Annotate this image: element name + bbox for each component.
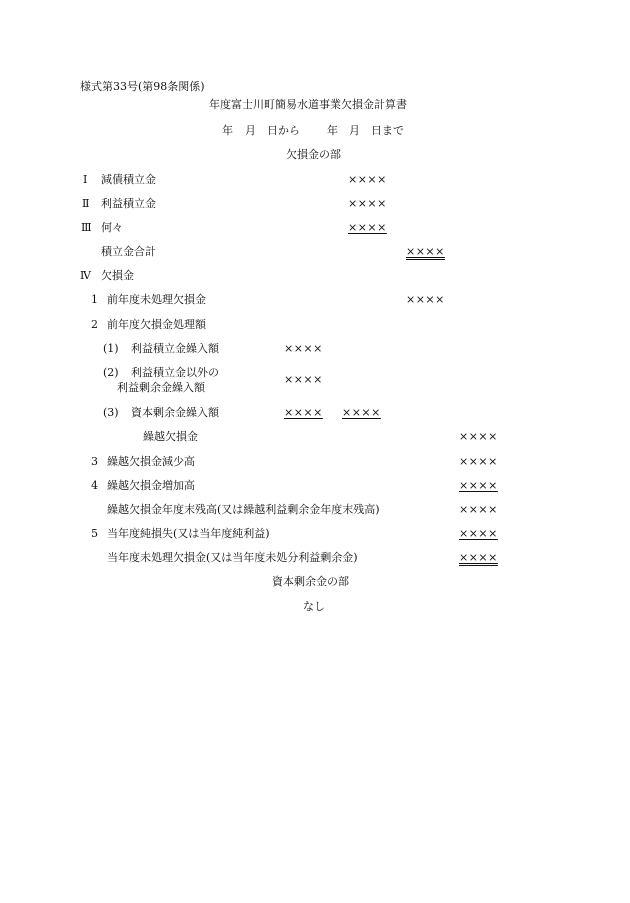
row-number-1: 1 <box>91 293 98 306</box>
period-year-end: 年 <box>327 124 338 137</box>
row-label-non-reserve-surplus-line2: 利益剰余金繰入額 <box>117 381 205 394</box>
row-numeral-3: Ⅲ <box>81 221 92 234</box>
row-number-5: 5 <box>91 527 98 540</box>
row-amount-carried-deficit: ×××× <box>459 430 498 443</box>
row-label-carried-deficit-increase: 繰越欠損金増加高 <box>107 479 195 492</box>
row-amount-other: ×××× <box>348 221 387 234</box>
row-number-2: 2 <box>91 318 98 331</box>
row-label-non-reserve-surplus-line1: 利益積立金以外の <box>131 366 219 379</box>
deficit-section-heading: 欠損金の部 <box>286 148 341 161</box>
period-day-to: 日まで <box>371 124 404 137</box>
row-amount-current-net-loss: ×××× <box>459 527 498 540</box>
row-label-reserve-total: 積立金合計 <box>101 245 156 258</box>
row-amount-reserve-total: ×××× <box>406 245 445 258</box>
row-amount-prior-unprocessed-deficit: ×××× <box>406 293 445 306</box>
row-label-capital-surplus-transfer: 資本剰余金繰入額 <box>131 406 219 419</box>
row-subnumber-3: (3) <box>103 406 119 419</box>
document-title: 年度富士川町簡易水道事業欠損金計算書 <box>209 98 407 111</box>
row-label-carried-deficit: 繰越欠損金 <box>143 430 198 443</box>
period-year-start: 年 <box>222 124 233 137</box>
period-month-end: 月 <box>349 124 360 137</box>
row-label-other: 何々 <box>101 221 123 234</box>
row-amount-profit-reserve-transfer: ×××× <box>284 342 323 355</box>
form-number: 様式第33号(第98条関係) <box>80 80 205 93</box>
row-number-4: 4 <box>91 479 98 492</box>
capital-surplus-heading: 資本剰余金の部 <box>272 575 349 588</box>
row-amount-capital-surplus-transfer: ×××× <box>284 406 323 419</box>
row-label-prior-deficit-processing: 前年度欠損金処理額 <box>107 318 206 331</box>
row-amount-non-reserve-surplus: ×××× <box>284 373 323 386</box>
row-numeral-2: Ⅱ <box>82 197 90 210</box>
row-label-reduction-reserve: 減債積立金 <box>101 173 156 186</box>
row-subnumber-2: (2) <box>103 366 119 379</box>
period-month-start: 月 <box>245 124 256 137</box>
row-label-current-net-loss: 当年度純損失(又は当年度純利益) <box>107 527 270 540</box>
row-label-current-unprocessed-deficit: 当年度未処理欠損金(又は当年度未処分利益剰余金) <box>107 551 358 564</box>
period-day-from: 日から <box>267 124 300 137</box>
row-amount-processing-subtotal: ×××× <box>342 406 381 419</box>
row-amount-reduction-reserve: ×××× <box>348 173 387 186</box>
row-label-deficit: 欠損金 <box>101 269 134 282</box>
row-amount-profit-reserve: ×××× <box>348 197 387 210</box>
row-amount-carried-deficit-increase: ×××× <box>459 479 498 492</box>
capital-surplus-content: なし <box>303 600 325 613</box>
row-amount-current-unprocessed-deficit: ×××× <box>459 551 498 564</box>
row-number-3: 3 <box>91 455 98 468</box>
row-label-carried-deficit-decrease: 繰越欠損金減少高 <box>107 455 195 468</box>
row-label-profit-reserve-transfer: 利益積立金繰入額 <box>131 342 219 355</box>
row-label-profit-reserve: 利益積立金 <box>101 197 156 210</box>
row-numeral-1: Ⅰ <box>83 173 88 186</box>
row-label-prior-unprocessed-deficit: 前年度未処理欠損金 <box>107 293 206 306</box>
row-amount-carried-deficit-decrease: ×××× <box>459 455 498 468</box>
row-label-year-end-balance: 繰越欠損金年度末残高(又は繰越利益剰余金年度末残高) <box>107 503 380 516</box>
row-amount-year-end-balance: ×××× <box>459 503 498 516</box>
row-numeral-4: Ⅳ <box>80 269 91 282</box>
row-subnumber-1: (1) <box>103 342 119 355</box>
